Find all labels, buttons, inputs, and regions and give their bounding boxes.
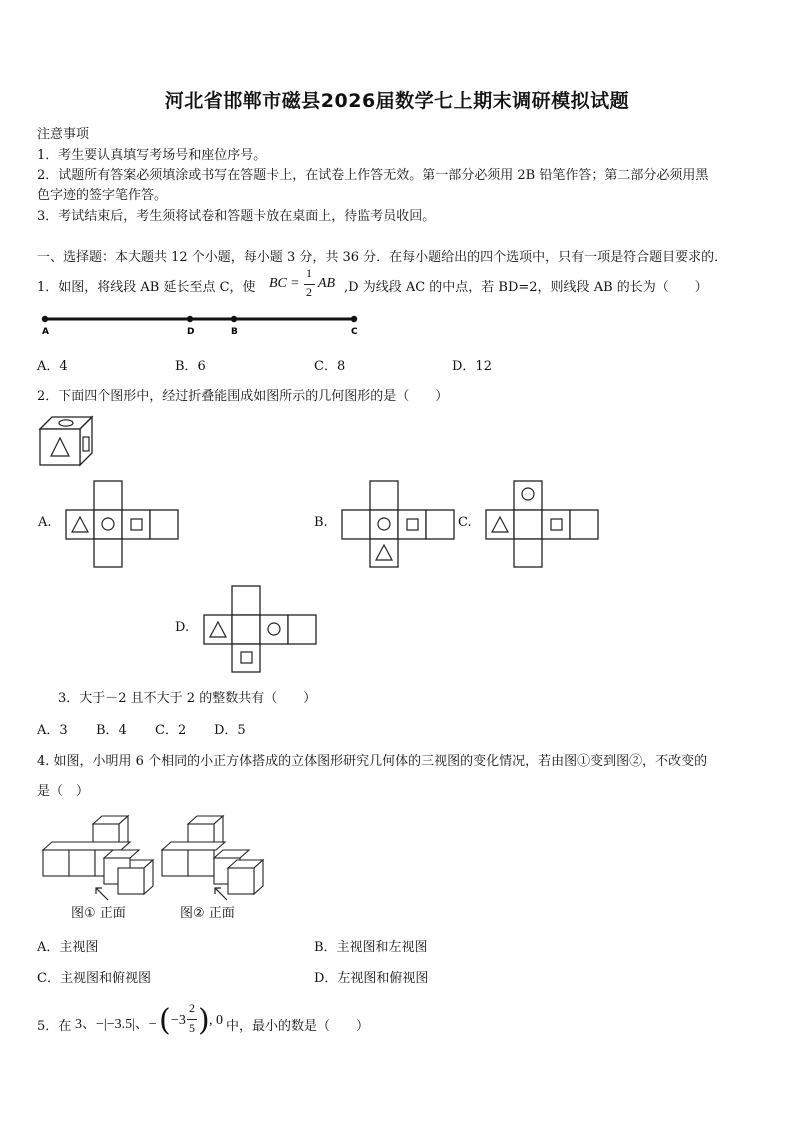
- option-a[interactable]: A．4: [37, 359, 68, 374]
- expression-part-1: 3、−|−3.5|、−: [75, 1017, 157, 1032]
- question-3-text: 3．大于－2 且不大于 2 的整数共有（ ）: [58, 691, 317, 706]
- notice-item: 1．考生要认真填写考场号和座位序号。: [37, 148, 267, 163]
- q4-option-c[interactable]: C．主视图和俯视图: [37, 971, 151, 986]
- net-option-b[interactable]: [341, 480, 459, 568]
- net-option-d[interactable]: [203, 585, 321, 673]
- net-option-a[interactable]: [65, 480, 183, 568]
- option-b[interactable]: B．6: [175, 359, 206, 374]
- question-2-text: 2．下面四个图形中，经过折叠能围成如图所示的几何图形的是（ ）: [37, 389, 449, 404]
- formula-denominator: 2: [306, 285, 312, 299]
- question-1-suffix: ,D 为线段 AC 的中点，若 BD=2，则线段 AB 的长为（ ）: [344, 280, 708, 295]
- mixed-number-denominator: 5: [189, 1021, 195, 1035]
- figure-2-caption: 图② 正面: [180, 906, 235, 921]
- question-4-line1: 4. 如图，小明用 6 个相同的小正方体搭成的立体图形研究几何体的三视图的变化情况，若由图①变到图②，不改变的: [37, 754, 708, 769]
- segment-diagram: [38, 310, 368, 338]
- cube-stack-figure-2: [157, 814, 267, 902]
- question-5-expression: 3、−|−3.5|、− ( −3 2 5 ) , 0: [75, 1001, 223, 1038]
- q2-option-d-label[interactable]: D.: [175, 620, 190, 635]
- q3-option-d[interactable]: D．5: [214, 723, 246, 738]
- cube-figure: [38, 415, 98, 469]
- formula-numerator: 1: [306, 266, 312, 280]
- question-5-prefix: 5．在: [37, 1019, 72, 1034]
- formula-rhs: AB: [318, 276, 336, 291]
- q2-option-c-label[interactable]: C.: [458, 515, 472, 530]
- question-1-prefix: 1．如图，将线段 AB 延长至点 C，使: [37, 280, 256, 295]
- expression-part-2: , 0: [209, 1013, 223, 1028]
- option-c[interactable]: C．8: [314, 359, 346, 374]
- point-label-c: C: [351, 327, 358, 337]
- section-heading: 一、选择题：本大题共 12 个小题，每小题 3 分，共 36 分．在每小题给出的四个选项中，只有一项是符合题目要求的．: [37, 250, 728, 265]
- q4-option-d[interactable]: D．左视图和俯视图: [314, 971, 429, 986]
- notice-heading: 注意事项: [37, 127, 90, 142]
- point-label-a: A: [42, 327, 49, 337]
- figure-1-caption: 图① 正面: [71, 906, 126, 921]
- q2-option-a-label[interactable]: A.: [38, 515, 52, 530]
- net-option-c[interactable]: [485, 480, 603, 568]
- question-4-line2: 是（ ）: [37, 784, 90, 799]
- question-5-suffix: 中，最小的数是（ ）: [226, 1019, 370, 1034]
- q4-option-b[interactable]: B．主视图和左视图: [314, 940, 428, 955]
- notice-item: 3．考试结束后，考生须将试卷和答题卡放在桌面上，待监考员收回。: [37, 209, 436, 224]
- page-title: 河北省邯郸市磁县2026届数学七上期末调研模拟试题: [164, 90, 630, 112]
- cube-stack-figure-1: [40, 814, 150, 902]
- q2-option-b-label[interactable]: B.: [314, 515, 328, 530]
- option-d[interactable]: D．12: [452, 359, 492, 374]
- formula-lhs: BC: [269, 276, 287, 291]
- notice-item: 2．试题所有答案必须填涂或书写在答题卡上，在试卷上作答无效。第一部分必须用 2B 铅笔作答；第二部分必须用黑: [37, 168, 709, 183]
- point-label-d: D: [187, 327, 195, 337]
- point-label-b: B: [231, 327, 238, 337]
- q3-option-b[interactable]: B．4: [96, 723, 127, 738]
- mixed-number-numerator: 2: [189, 1001, 195, 1015]
- q3-option-a[interactable]: A．3: [37, 723, 68, 738]
- q4-option-a[interactable]: A．主视图: [37, 940, 99, 955]
- q3-option-c[interactable]: C．2: [155, 723, 187, 738]
- mixed-number-whole: −3: [171, 1013, 186, 1028]
- notice-item: 色字迹的签字笔作答。: [37, 188, 168, 203]
